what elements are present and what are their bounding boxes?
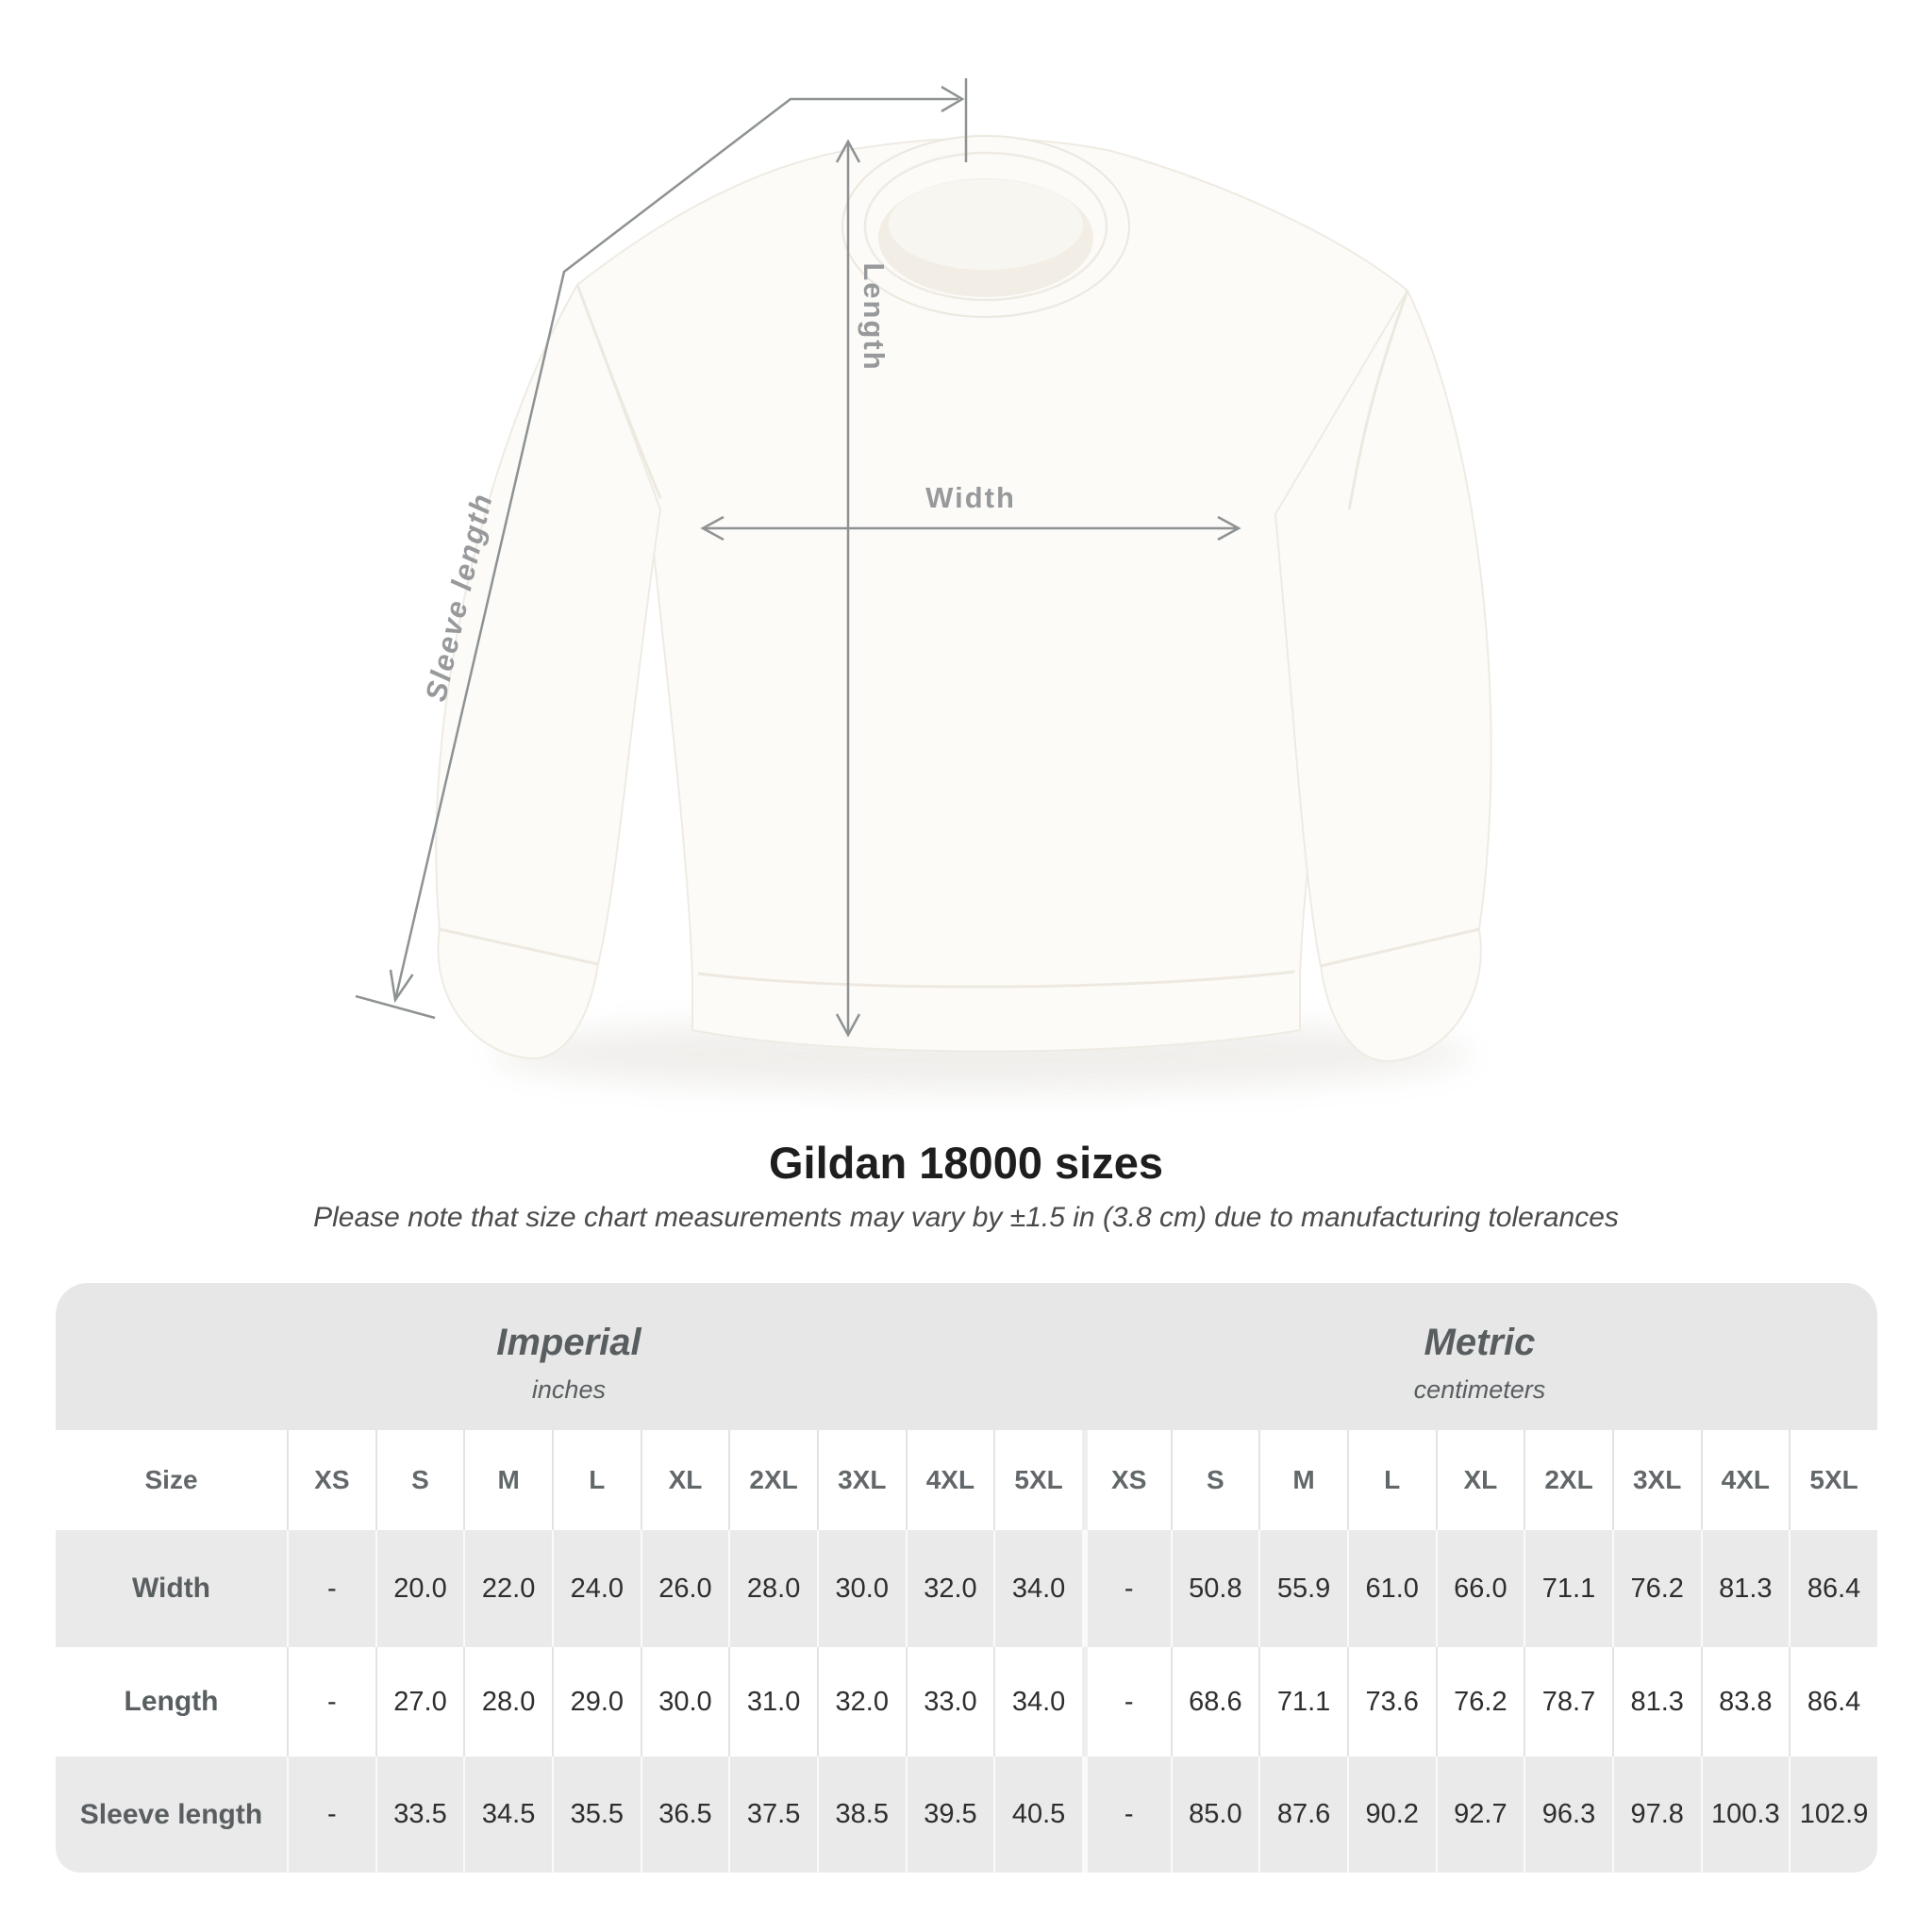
table-cell: 30.0 (641, 1647, 729, 1757)
size-col-header: XL (1436, 1430, 1524, 1530)
table-cell: 24.0 (552, 1530, 641, 1647)
table-cell: 87.6 (1258, 1757, 1347, 1873)
table-cell: 34.0 (993, 1530, 1082, 1647)
table-row-length (56, 1647, 1877, 1757)
table-row-width (56, 1530, 1877, 1647)
size-col-header: 3XL (817, 1430, 906, 1530)
table-cell: - (1082, 1530, 1171, 1647)
table-cell: 85.0 (1171, 1757, 1259, 1873)
size-col-header: S (1171, 1430, 1259, 1530)
size-col-header: 5XL (1789, 1430, 1877, 1530)
sleeve-length-measure-label: Sleeve length (419, 489, 499, 705)
metric-unit-label: centimeters (1413, 1375, 1546, 1404)
metric-label: Metric (1424, 1322, 1536, 1363)
table-cell: 50.8 (1171, 1530, 1259, 1647)
unit-group-header-row (56, 1283, 1877, 1430)
table-cell: 76.2 (1436, 1647, 1524, 1757)
table-cell: - (1082, 1647, 1171, 1757)
table-cell: 33.0 (906, 1647, 994, 1757)
table-cell: 38.5 (817, 1757, 906, 1873)
size-header-cell: Size (56, 1430, 287, 1530)
size-table (56, 1283, 1877, 1873)
table-cell: 37.5 (728, 1757, 817, 1873)
table-cell: 33.5 (375, 1757, 464, 1873)
table-cell: 66.0 (1436, 1530, 1524, 1647)
table-cell: 73.6 (1347, 1647, 1436, 1757)
size-header-row (56, 1430, 1877, 1530)
row-label: Width (56, 1530, 287, 1647)
table-cell: 35.5 (552, 1757, 641, 1873)
table-cell: - (1082, 1757, 1171, 1873)
row-label: Sleeve length (56, 1757, 287, 1873)
size-col-header: XL (641, 1430, 729, 1530)
table-cell: 71.1 (1258, 1647, 1347, 1757)
table-cell: 28.0 (463, 1647, 552, 1757)
table-cell: 29.0 (552, 1647, 641, 1757)
page-title: Gildan 18000 sizes (768, 1138, 1164, 1188)
table-cell: 81.3 (1612, 1647, 1701, 1757)
metric-group-header (1082, 1283, 1877, 1430)
size-col-header: M (1258, 1430, 1347, 1530)
table-cell: 40.5 (993, 1757, 1082, 1873)
size-col-header: XS (287, 1430, 375, 1530)
size-col-header: L (552, 1430, 641, 1530)
table-cell: 71.1 (1524, 1530, 1612, 1647)
table-cell: 96.3 (1524, 1757, 1612, 1873)
table-cell: 86.4 (1789, 1647, 1877, 1757)
table-cell: 100.3 (1701, 1757, 1790, 1873)
table-cell: 86.4 (1789, 1530, 1877, 1647)
table-cell: 83.8 (1701, 1647, 1790, 1757)
table-cell: 36.5 (641, 1757, 729, 1873)
table-cell: - (287, 1647, 375, 1757)
table-cell: 30.0 (817, 1530, 906, 1647)
length-measure-label: Length (858, 262, 891, 372)
table-cell: 97.8 (1612, 1757, 1701, 1873)
size-col-header: 4XL (1701, 1430, 1790, 1530)
table-cell: 34.5 (463, 1757, 552, 1873)
table-cell: 32.0 (817, 1647, 906, 1757)
table-cell: 34.0 (993, 1647, 1082, 1757)
table-cell: - (287, 1530, 375, 1647)
table-cell: 22.0 (463, 1530, 552, 1647)
table-cell: 26.0 (641, 1530, 729, 1647)
imperial-unit-label: inches (531, 1375, 606, 1404)
width-measure-label: Width (925, 481, 1016, 514)
table-cell: 92.7 (1436, 1757, 1524, 1873)
table-cell: 20.0 (375, 1530, 464, 1647)
row-label: Length (56, 1647, 287, 1757)
table-cell: 68.6 (1171, 1647, 1259, 1757)
table-cell: 76.2 (1612, 1530, 1701, 1647)
table-cell: - (287, 1757, 375, 1873)
size-col-header: 2XL (728, 1430, 817, 1530)
size-col-header: L (1347, 1430, 1436, 1530)
table-cell: 28.0 (728, 1530, 817, 1647)
size-col-header: 3XL (1612, 1430, 1701, 1530)
table-cell: 39.5 (906, 1757, 994, 1873)
tolerance-note: Please note that size chart measurements may vary by ±1.5 in (3.8 cm) due to manufacturing tolerances (313, 1202, 1619, 1233)
size-table-container (56, 1283, 1877, 1873)
table-cell: 55.9 (1258, 1530, 1347, 1647)
size-col-header: M (463, 1430, 552, 1530)
size-col-header: S (375, 1430, 464, 1530)
table-cell: 81.3 (1701, 1530, 1790, 1647)
table-cell: 27.0 (375, 1647, 464, 1757)
table-cell: 31.0 (728, 1647, 817, 1757)
table-row-sleeve-length (56, 1757, 1877, 1873)
table-cell: 32.0 (906, 1530, 994, 1647)
table-cell: 102.9 (1789, 1757, 1877, 1873)
neck-back-panel (889, 179, 1083, 270)
table-cell: 61.0 (1347, 1530, 1436, 1647)
size-col-header: 2XL (1524, 1430, 1612, 1530)
table-cell: 90.2 (1347, 1757, 1436, 1873)
imperial-label: Imperial (496, 1322, 641, 1363)
imperial-group-header (56, 1283, 1082, 1430)
size-col-header: XS (1082, 1430, 1171, 1530)
table-cell: 78.7 (1524, 1647, 1612, 1757)
size-col-header: 5XL (993, 1430, 1082, 1530)
size-col-header: 4XL (906, 1430, 994, 1530)
